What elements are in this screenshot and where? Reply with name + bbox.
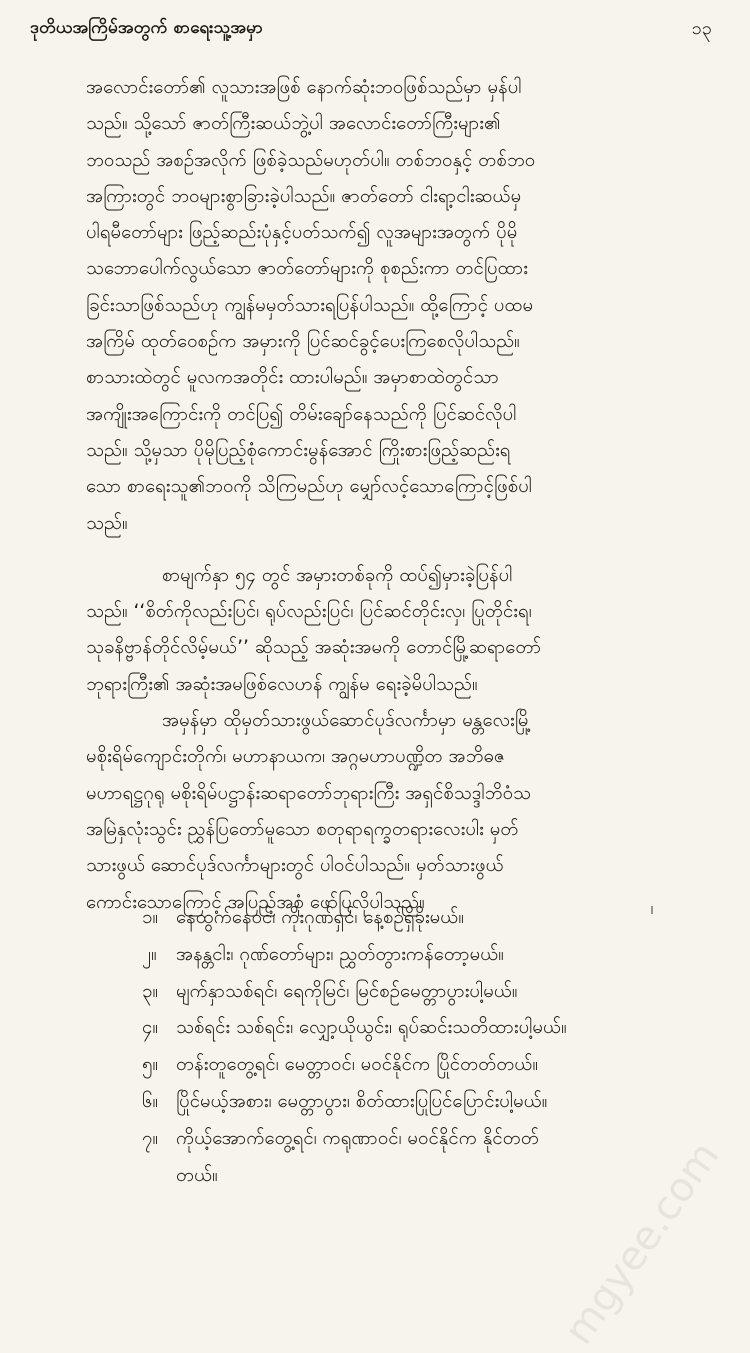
item-number: ၄။: [142, 1017, 159, 1039]
text-line: အကြိမ် ထုတ်ဝေစဉ်က အမှားကို ပြင်ဆင်ခွင့်ပေးကြစေလိုပါသည်။: [86, 331, 520, 353]
item-text: နေထွက်နေဝင်၊ ကိုးဂုဏ်ရှင်၊ နေ့စဉ်ရှိခိုးမယ်။: [176, 907, 464, 928]
text-line: သုခနိဗ္ဗာန်တိုင်လိမ့်မယ်’’ ဆိုသည့် အဆုံးအမကို တောင်မြို့ဆရာတော်: [86, 637, 542, 659]
item-text: ပြိုင်မယ့်အစား၊ မေတ္တာပွား၊ စိတ်ထားပြုပြင်ပြောင်းပါ့မယ်။: [176, 1090, 548, 1112]
body-text: [86, 70, 710, 921]
text-line: ကောင်းသောကြောင့် အပြည့်အစုံ ဖော်ပြလိုပါသည်။: [86, 891, 425, 913]
list-item-continuation: [142, 1158, 712, 1195]
text-line: အလောင်းတော်၏ လူသားအဖြစ် နောက်ဆုံးဘဝဖြစ်သည်မှာ မှန်ပါ: [86, 77, 522, 98]
text-line: ဘဝသည် အစဉ်အလိုက် ဖြစ်ခဲ့သည်မဟုတ်ပါ။ တစ်ဘဝနှင့် တစ်ဘဝ: [86, 149, 536, 171]
list-item: [142, 1084, 712, 1121]
item-number: ၃။: [142, 980, 159, 1002]
text-line: အမှန်မှာ ထိုမှတ်သားဖွယ်ဆောင်ပုဒ်လင်္ကာမှာ မန္တလေးမြို့: [162, 710, 532, 732]
list-item: [142, 1121, 712, 1158]
item-text: [176, 1121, 712, 1158]
item-number: ၁။: [142, 907, 159, 928]
list-item: [142, 974, 712, 1011]
running-title: ဒုတိယအကြိမ်အတွက် စာရေးသူ့အမှာ: [30, 17, 264, 38]
text-line: ပါရမီတော်များ ဖြည့်ဆည်းပုံနှင့်ပတ်သက်၍ လူအများအတွက် ပိုမို: [86, 222, 518, 244]
page-number: ၁၃: [691, 17, 712, 39]
item-text-line: ကိုယ့်အောက်တွေ့ရင်၊ ကရုဏာဝင်၊ မဝင်နိုင်က နိုင်တတ်: [176, 1127, 539, 1149]
print-speck: [651, 906, 653, 914]
text-line: အမြဲနှလုံးသွင်း ညွှန်ပြတော်မူသော စတုရာရက္ခတရားလေးပါး မှတ်: [86, 818, 519, 840]
item-number: ၂။: [142, 943, 157, 965]
text-line: သည်။: [86, 512, 128, 534]
numbered-verse-list: [142, 900, 712, 1194]
item-number: ၆။: [142, 1090, 159, 1112]
item-number: ၅။: [142, 1054, 159, 1076]
item-number: ၇။: [142, 1127, 159, 1149]
item-text: တန်းတူတွေ့ရင်၊ မေတ္တာဝင်၊ မဝင်နိုင်က ပြိုင်တတ်တယ်။: [176, 1054, 539, 1076]
text-line: ခြင်းသာဖြစ်သည်ဟု ကျွန်မမှတ်သားရပြန်ပါသည်။ ထို့ကြောင့် ပထမ: [86, 294, 534, 316]
list-item: [142, 1047, 712, 1084]
list-item: [142, 1010, 712, 1047]
text-line: အကြားတွင် ဘဝများစွာခြားခဲ့ပါသည်။ ဇာတ်တော် ငါးရာ့ငါးဆယ်မှ: [86, 185, 522, 207]
text-line: သည်။ ‘‘စိတ်ကိုလည်းပြင်၊ ရုပ်လည်းပြင်၊ ပြင်ဆင်တိုင်းလှ၊ ပြုတိုင်းရ၊: [86, 601, 532, 623]
text-line: သားဖွယ် ဆောင်ပုဒ်လင်္ကာများတွင် ပါဝင်ပါသည်။ မှတ်သားဖွယ်: [86, 855, 504, 877]
text-line: မစိုးရိမ်ကျောင်းတိုက်၊ မဟာနာယက၊ အဂ္ဂမဟာပဏ္ဍိတ အဘိဓဇ: [86, 746, 505, 768]
list-item: [142, 900, 712, 937]
item-text: အနန္တငါး၊ ဂုဏ်တော်များ၊ ညွှတ်တွားကန်တော့မယ်။: [176, 943, 504, 965]
text-line: သော စာရေးသူ၏ဘဝကို သိကြမည်ဟု မျှော်လင့်သောကြောင့်ဖြစ်ပါ: [86, 476, 533, 498]
paragraph-2: [86, 558, 710, 703]
text-line: သည်။ သို့မှသာ ပိုမိုပြည့်စုံကောင်းမွန်အောင် ကြိုးစားဖြည့်ဆည်းရ: [86, 439, 511, 461]
text-line: အကျိုးအကြောင်းကို တင်ပြ၍ တိမ်းချော်နေသည်ကို ပြင်ဆင်လိုပါ: [86, 403, 517, 425]
item-text: မျက်နှာသစ်ရင်၊ ရေကိုမြင်၊ မြင်စဉ်မေတ္တာပွားပါ့မယ်။: [176, 980, 518, 1002]
paragraph-1: [86, 70, 710, 542]
text-line: ဘုရားကြီး၏ အဆုံးအမဖြစ်လေဟန် ကျွန်မ ရေးခဲ့မိပါသည်။: [86, 673, 478, 695]
running-header: [30, 14, 712, 44]
text-line: မဟာရဋ္ဌဂုရု မစိုးရိမ်ပဋ္ဌာန်းဆရာတော်ဘုရားကြီး အရှင်စိသဒ္ဒါဘိဝံသ: [86, 782, 531, 804]
text-line: သဘောပေါက်လွယ်သော ဇာတ်တော်များကို စုစည်းကာ တင်ပြထား: [86, 258, 528, 280]
list-item: [142, 937, 712, 974]
item-text: သစ်ရင်း သစ်ရင်း၊ လျှော့ယိုယွင်း၊ ရုပ်ဆင်းသတိထားပါ့မယ်။: [176, 1017, 567, 1039]
text-line: စာမျက်နှာ ၅၄ တွင် အမှားတစ်ခုကို ထပ်၍မှားခဲ့ပြန်ပါ: [162, 564, 513, 586]
paragraph-3: [86, 703, 710, 921]
watermark: mgyee.com: [555, 1133, 728, 1353]
text-line: စာသားထဲတွင် မူလကအတိုင်း ထားပါမည်။ အမှာစာထဲတွင်သာ: [86, 367, 499, 389]
item-text-line: တယ်။: [176, 1164, 218, 1186]
text-line: သည်။ သို့သော် ဇာတ်ကြီးဆယ်ဘွဲ့ပါ အလောင်းတော်ကြီးများ၏: [86, 113, 501, 135]
